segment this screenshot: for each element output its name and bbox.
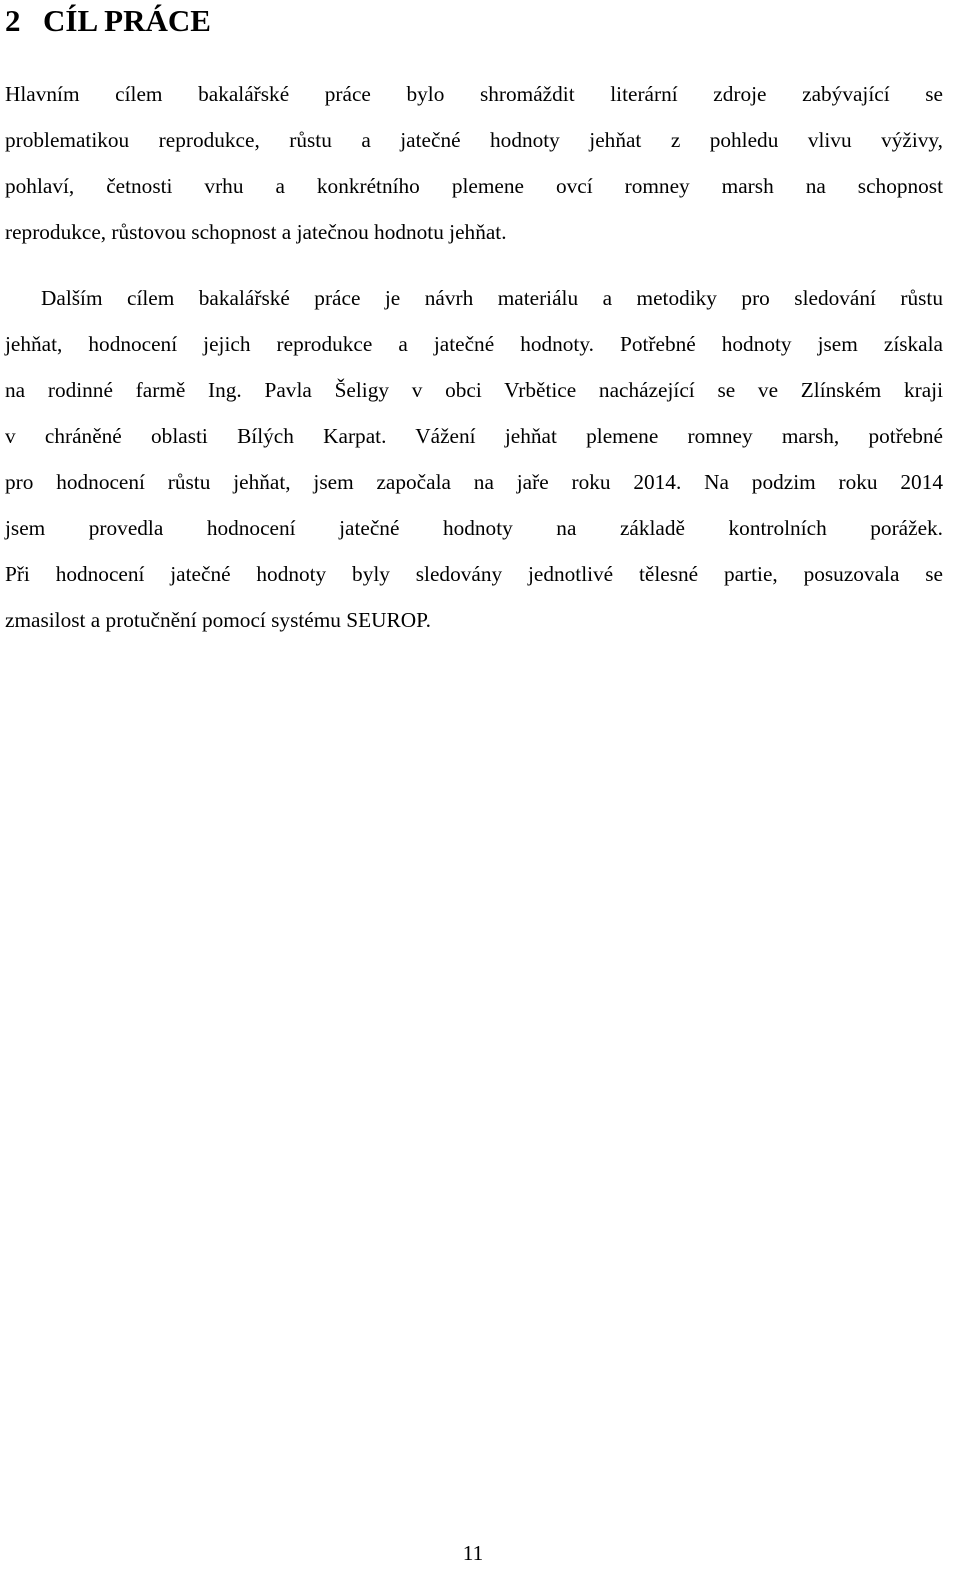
- text-line: jehňat, hodnocení jejich reprodukce a jatečné hodnoty. Potřebné hodnoty jsem získala: [5, 332, 943, 356]
- chapter-number: 2: [5, 3, 21, 38]
- text-line: pro hodnocení růstu jehňat, jsem započala na jaře roku 2014. Na podzim roku 2014: [5, 470, 943, 494]
- text-line: zmasilost a protučnění pomocí systému SEUROP.: [5, 608, 431, 632]
- text-line: pohlaví, četnosti vrhu a konkrétního plemene ovcí romney marsh na schopnost: [5, 174, 943, 198]
- chapter-heading: [5, 0, 211, 42]
- text-line: Dalším cílem bakalářské práce je návrh materiálu a metodiky pro sledování růstu: [41, 286, 943, 310]
- chapter-title: CÍL PRÁCE: [43, 3, 211, 38]
- text-line: reprodukce, růstovou schopnost a jatečnou hodnotu jehňat.: [5, 220, 507, 244]
- paragraph-further-goal: [5, 275, 943, 643]
- page-number: 11: [462, 1541, 484, 1565]
- text-line: Při hodnocení jatečné hodnoty byly sledovány jednotlivé tělesné partie, posuzovala se: [5, 562, 943, 586]
- text-line: na rodinné farmě Ing. Pavla Šeligy v obci Vrbětice nacházející se ve Zlínském kraji: [5, 378, 943, 402]
- text-line: v chráněné oblasti Bílých Karpat. Vážení jehňat plemene romney marsh, potřebné: [5, 424, 943, 448]
- text-line: jsem provedla hodnocení jatečné hodnoty na základě kontrolních porážek.: [5, 516, 943, 540]
- paragraph-main-goal: [5, 71, 943, 255]
- text-line: Hlavním cílem bakalářské práce bylo shromáždit literární zdroje zabývající se: [5, 82, 943, 106]
- text-line: problematikou reprodukce, růstu a jatečné hodnoty jehňat z pohledu vlivu výživy,: [5, 128, 943, 152]
